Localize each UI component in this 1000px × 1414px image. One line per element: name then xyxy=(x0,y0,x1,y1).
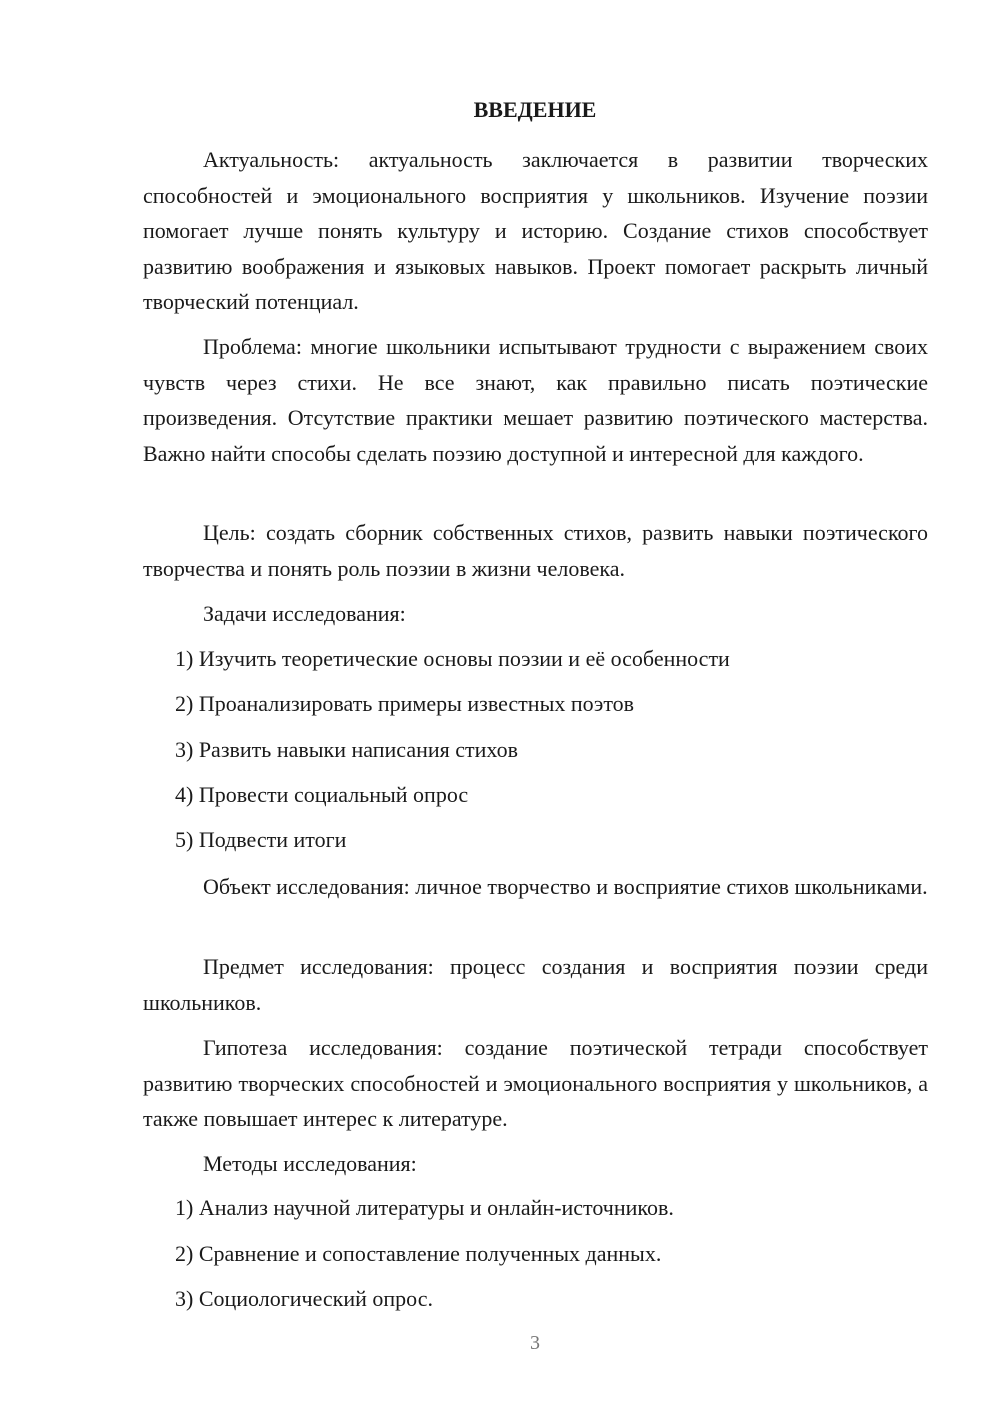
task-item: 2) Проанализировать примеры известных поэтов xyxy=(175,691,635,716)
methods-heading: Методы исследования: xyxy=(203,1151,417,1176)
hypothesis-paragraph: Гипотеза исследования: создание поэтической тетради способствует развитию творческих способностей и эмоционального восприятия у школьников, а также повышает интерес к литературе. xyxy=(143,1035,928,1131)
problem-paragraph: Проблема: многие школьники испытывают трудности с выражением своих чувств через стихи. Не все знают, как правильно писать поэтические произведения. Отсутствие практики мешает развитию поэтического мастерства. Важно найти способы сделать поэзию доступной и интересной для каждого. xyxy=(143,334,928,466)
task-item: 3) Развить навыки написания стихов xyxy=(175,737,518,762)
goal-paragraph: Цель: создать сборник собственных стихов, развить навыки поэтического творчества и понять роль поэзии в жизни человека. xyxy=(143,520,928,581)
task-item: 5) Подвести итоги xyxy=(175,827,347,852)
method-item: 2) Сравнение и сопоставление полученных данных. xyxy=(175,1241,662,1266)
relevance-paragraph: Актуальность: актуальность заключается в развитии творческих способностей и эмоционального восприятия у школьников. Изучение поэзии помогает лучше понять культуру и историю. Создание стихов способствует развитию воображения и языковых навыков. Проект помогает раскрыть личный творческий потенциал. xyxy=(143,147,928,314)
method-item: 1) Анализ научной литературы и онлайн-источников. xyxy=(175,1195,674,1220)
method-item: 3) Социологический опрос. xyxy=(175,1286,433,1311)
task-item: 4) Провести социальный опрос xyxy=(175,782,469,807)
object-paragraph: Объект исследования: личное творчество и восприятие стихов школьниками. xyxy=(203,874,928,899)
task-item: 1) Изучить теоретические основы поэзии и её особенности xyxy=(175,646,730,671)
subject-paragraph: Предмет исследования: процесс создания и восприятия поэзии среди школьников. xyxy=(143,954,928,1015)
tasks-heading: Задачи исследования: xyxy=(203,601,406,626)
page-title: ВВЕДЕНИЕ xyxy=(473,97,597,122)
page-number: 3 xyxy=(530,1332,540,1354)
